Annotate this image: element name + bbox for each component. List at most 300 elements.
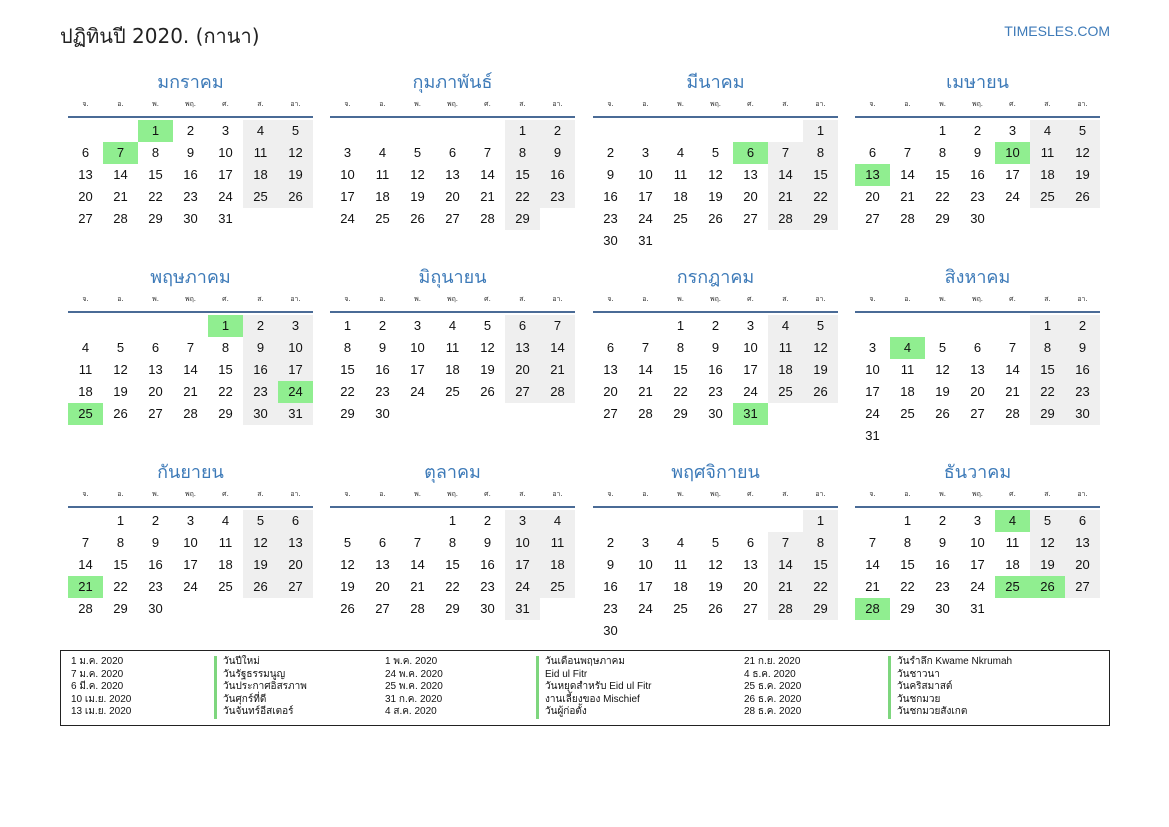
day-cell: 29: [1030, 403, 1065, 425]
day-cell: 16: [375, 362, 390, 377]
weekday-label: อ.: [642, 100, 649, 108]
day-cell: 23: [708, 384, 723, 399]
empty-cell: [663, 120, 698, 142]
day-cell: 5: [711, 145, 720, 160]
day-cell: 20: [278, 554, 313, 576]
weekday-label: จ.: [869, 295, 876, 303]
day-cell: 5: [116, 340, 125, 355]
empty-cell: [365, 510, 400, 532]
day-cell: 17: [410, 362, 425, 377]
day-cell: 3: [746, 318, 755, 333]
weekday-label: อา.: [552, 295, 563, 303]
day-cell: 6: [505, 315, 540, 337]
day-cell: 10: [340, 167, 355, 182]
weekday-label: ส.: [519, 295, 526, 303]
day-cell: 20: [603, 384, 618, 399]
day-grid: [593, 510, 838, 642]
day-cell: 11: [375, 167, 390, 182]
weekday-header: [855, 486, 1100, 508]
day-grid: [330, 315, 575, 425]
day-cell: 15: [803, 554, 838, 576]
day-cell: 8: [903, 535, 912, 550]
day-cell: 21: [865, 579, 880, 594]
holiday-dates-column: [744, 656, 801, 719]
day-cell: 26: [708, 211, 723, 226]
day-cell: 16: [480, 557, 495, 572]
weekday-label: จ.: [607, 100, 614, 108]
day-cell: 6: [868, 145, 877, 160]
day-cell: 16: [243, 359, 278, 381]
holiday-date: 1 ม.ค. 2020: [71, 656, 124, 667]
day-cell: 27: [970, 406, 985, 421]
day-cell: 22: [935, 189, 950, 204]
day-cell: 26: [243, 576, 278, 598]
day-cell: 9: [186, 145, 195, 160]
empty-cell: [663, 510, 698, 532]
day-cell: 12: [480, 340, 495, 355]
day-cell: 12: [243, 532, 278, 554]
weekday-header: [68, 486, 313, 508]
day-grid: [593, 120, 838, 252]
day-cell: 11: [540, 532, 575, 554]
day-grid: [330, 510, 575, 620]
day-cell: 13: [445, 167, 460, 182]
day-cell: 9: [243, 337, 278, 359]
weekday-label: พฤ.: [184, 295, 197, 303]
month-name: เมษายน: [946, 72, 1009, 93]
brand-link[interactable]: TIMESLES.COM: [1004, 23, 1110, 39]
day-cell: 7: [186, 340, 195, 355]
day-cell: 27: [743, 211, 758, 226]
day-cell: 22: [340, 384, 355, 399]
day-grid: [68, 510, 313, 620]
day-cell: 20: [1065, 554, 1100, 576]
day-cell: 10: [505, 532, 540, 554]
day-cell: 26: [410, 211, 425, 226]
day-cell: 22: [505, 186, 540, 208]
holiday-dates-column: [71, 656, 131, 719]
holiday-name: วันชกมวยสังเกต: [897, 706, 968, 718]
empty-cell: [365, 120, 400, 142]
holiday-day-cell: 7: [103, 142, 138, 164]
weekday-label: อา.: [552, 490, 563, 498]
empty-cell: [68, 315, 103, 337]
weekday-header: [593, 291, 838, 313]
day-cell: 28: [410, 601, 425, 616]
weekday-header: [593, 486, 838, 508]
empty-cell: [698, 120, 733, 142]
month-block: [330, 265, 575, 425]
day-cell: 8: [343, 340, 352, 355]
weekday-label: อา.: [1077, 100, 1088, 108]
empty-cell: [733, 120, 768, 142]
day-cell: 4: [448, 318, 457, 333]
day-cell: 14: [1005, 362, 1020, 377]
day-cell: 6: [81, 145, 90, 160]
day-cell: 4: [1030, 120, 1065, 142]
empty-cell: [890, 315, 925, 337]
day-cell: 10: [970, 535, 985, 550]
month-name: มกราคม: [157, 72, 224, 93]
empty-cell: [400, 510, 435, 532]
day-cell: 2: [711, 318, 720, 333]
empty-cell: [470, 120, 505, 142]
day-cell: 14: [113, 167, 128, 182]
day-cell: 30: [183, 211, 198, 226]
day-cell: 29: [218, 406, 233, 421]
weekday-label: จ.: [344, 295, 351, 303]
day-cell: 23: [540, 186, 575, 208]
holiday-date: 21 ก.ย. 2020: [744, 656, 801, 667]
weekday-label: ส.: [1044, 490, 1051, 498]
holiday-name: วันรัฐธรรมนูญ: [223, 668, 286, 680]
day-cell: 19: [1030, 554, 1065, 576]
day-grid: [855, 315, 1100, 447]
day-cell: 13: [603, 362, 618, 377]
weekday-label: จ.: [82, 100, 89, 108]
day-cell: 6: [151, 340, 160, 355]
day-cell: 16: [603, 189, 618, 204]
day-cell: 6: [746, 535, 755, 550]
month-name: ธันวาคม: [943, 462, 1012, 483]
weekday-label: พ.: [939, 295, 946, 303]
day-cell: 16: [708, 362, 723, 377]
day-cell: 2: [186, 123, 195, 138]
day-cell: 10: [183, 535, 198, 550]
weekday-header: [593, 96, 838, 118]
day-grid: [855, 120, 1100, 230]
day-cell: 10: [743, 340, 758, 355]
empty-cell: [628, 315, 663, 337]
weekday-label: พ.: [677, 490, 684, 498]
weekday-label: ส.: [782, 100, 789, 108]
day-cell: 21: [768, 186, 803, 208]
day-cell: 2: [540, 120, 575, 142]
day-cell: 16: [1065, 359, 1100, 381]
day-cell: 12: [278, 142, 313, 164]
month-name: ตุลาคม: [424, 462, 481, 483]
holiday-date: 4 ส.ค. 2020: [385, 706, 437, 718]
month-block: [593, 70, 838, 252]
holiday-day-cell: 1: [208, 315, 243, 337]
day-cell: 29: [803, 208, 838, 230]
day-cell: 19: [410, 189, 425, 204]
day-cell: 3: [343, 145, 352, 160]
day-cell: 22: [900, 579, 915, 594]
day-cell: 7: [868, 535, 877, 550]
weekday-label: อา.: [552, 100, 563, 108]
day-cell: 3: [505, 510, 540, 532]
day-cell: 20: [743, 189, 758, 204]
day-cell: 14: [768, 554, 803, 576]
day-cell: 31: [638, 233, 653, 248]
month-block: [330, 460, 575, 620]
holiday-day-cell: 26: [1030, 576, 1065, 598]
weekday-label: อ.: [379, 490, 386, 498]
day-cell: 19: [278, 164, 313, 186]
day-cell: 20: [78, 189, 93, 204]
day-cell: 24: [340, 211, 355, 226]
day-cell: 8: [116, 535, 125, 550]
day-cell: 13: [743, 167, 758, 182]
empty-cell: [593, 510, 628, 532]
day-cell: 13: [78, 167, 93, 182]
day-grid: [68, 120, 313, 230]
day-cell: 8: [803, 142, 838, 164]
weekday-label: อา.: [290, 295, 301, 303]
day-cell: 30: [243, 403, 278, 425]
day-cell: 1: [938, 123, 947, 138]
day-cell: 9: [540, 142, 575, 164]
day-cell: 22: [445, 579, 460, 594]
weekday-header: [330, 291, 575, 313]
day-cell: 21: [900, 189, 915, 204]
day-cell: 29: [803, 598, 838, 620]
weekday-label: จ.: [82, 295, 89, 303]
weekday-label: ส.: [257, 100, 264, 108]
weekday-header: [855, 291, 1100, 313]
month-block: [68, 70, 313, 230]
day-cell: 18: [445, 362, 460, 377]
weekday-label: ศ.: [484, 100, 491, 108]
day-cell: 24: [505, 576, 540, 598]
day-cell: 8: [803, 532, 838, 554]
day-cell: 22: [113, 579, 128, 594]
day-cell: 16: [970, 167, 985, 182]
day-cell: 20: [375, 579, 390, 594]
day-cell: 9: [151, 535, 160, 550]
weekday-label: อา.: [815, 490, 826, 498]
day-cell: 22: [148, 189, 163, 204]
holiday-day-cell: 21: [68, 576, 103, 598]
day-cell: 4: [221, 513, 230, 528]
weekday-label: อา.: [815, 295, 826, 303]
day-cell: 14: [480, 167, 495, 182]
day-cell: 20: [970, 384, 985, 399]
empty-cell: [68, 120, 103, 142]
day-cell: 23: [480, 579, 495, 594]
day-cell: 19: [113, 384, 128, 399]
holiday-name: วันเดือนพฤษภาคม: [545, 656, 625, 667]
weekday-label: ส.: [257, 295, 264, 303]
day-cell: 4: [768, 315, 803, 337]
day-cell: 23: [970, 189, 985, 204]
day-cell: 26: [480, 384, 495, 399]
weekday-label: ศ.: [484, 490, 491, 498]
empty-cell: [103, 315, 138, 337]
day-cell: 24: [970, 579, 985, 594]
month-name: มีนาคม: [686, 72, 745, 93]
day-cell: 27: [78, 211, 93, 226]
day-cell: 6: [378, 535, 387, 550]
day-cell: 17: [638, 189, 653, 204]
weekday-header: [68, 291, 313, 313]
day-cell: 22: [803, 186, 838, 208]
day-cell: 21: [183, 384, 198, 399]
day-cell: 25: [1030, 186, 1065, 208]
month-block: [593, 265, 838, 425]
day-cell: 7: [903, 145, 912, 160]
day-cell: 9: [606, 557, 615, 572]
weekday-label: พฤ.: [446, 490, 459, 498]
holiday-names-column: [536, 656, 651, 719]
day-cell: 25: [768, 381, 803, 403]
weekday-label: ศ.: [747, 100, 754, 108]
weekday-label: อา.: [815, 100, 826, 108]
weekday-label: อา.: [290, 100, 301, 108]
day-cell: 19: [480, 362, 495, 377]
day-cell: 12: [708, 167, 723, 182]
day-cell: 8: [151, 145, 160, 160]
day-cell: 4: [676, 145, 685, 160]
holiday-name: วันชาวนา: [897, 668, 940, 680]
month-name: สิงหาคม: [944, 267, 1011, 288]
holiday-day-cell: 6: [733, 142, 768, 164]
day-cell: 15: [340, 362, 355, 377]
day-grid: [593, 315, 838, 425]
day-cell: 22: [218, 384, 233, 399]
month-block: [593, 460, 838, 642]
day-cell: 25: [540, 576, 575, 598]
weekday-label: จ.: [344, 100, 351, 108]
empty-cell: [435, 120, 470, 142]
holiday-name: งานเลี้ยงของ Mischief: [545, 693, 640, 705]
empty-cell: [925, 315, 960, 337]
day-cell: 4: [243, 120, 278, 142]
day-cell: 23: [243, 381, 278, 403]
day-cell: 17: [1005, 167, 1020, 182]
day-cell: 13: [278, 532, 313, 554]
day-cell: 18: [540, 554, 575, 576]
day-cell: 29: [148, 211, 163, 226]
day-cell: 15: [803, 164, 838, 186]
day-cell: 19: [708, 579, 723, 594]
holiday-name: วันผู้ก่อตั้ง: [545, 706, 587, 718]
day-cell: 3: [1008, 123, 1017, 138]
day-cell: 5: [803, 315, 838, 337]
day-cell: 31: [865, 428, 880, 443]
day-cell: 16: [540, 164, 575, 186]
weekday-label: อ.: [642, 295, 649, 303]
day-cell: 27: [743, 601, 758, 616]
weekday-label: พ.: [152, 490, 159, 498]
weekday-label: จ.: [607, 295, 614, 303]
weekday-label: อ.: [117, 490, 124, 498]
day-cell: 17: [743, 362, 758, 377]
weekday-label: ส.: [1044, 295, 1051, 303]
weekday-label: พฤ.: [709, 100, 722, 108]
day-cell: 11: [768, 337, 803, 359]
day-cell: 29: [340, 406, 355, 421]
day-cell: 13: [505, 337, 540, 359]
day-cell: 9: [378, 340, 387, 355]
day-cell: 6: [606, 340, 615, 355]
weekday-label: อ.: [117, 100, 124, 108]
holiday-names-column: [888, 656, 1012, 719]
day-cell: 28: [540, 381, 575, 403]
day-cell: 28: [480, 211, 495, 226]
day-cell: 17: [638, 579, 653, 594]
weekday-label: พ.: [677, 100, 684, 108]
day-cell: 25: [900, 406, 915, 421]
day-cell: 9: [606, 167, 615, 182]
holiday-date: 1 พ.ค. 2020: [385, 656, 438, 667]
day-cell: 9: [1065, 337, 1100, 359]
day-grid: [330, 120, 575, 230]
day-cell: 4: [378, 145, 387, 160]
day-cell: 28: [113, 211, 128, 226]
empty-cell: [400, 120, 435, 142]
day-cell: 26: [803, 381, 838, 403]
day-cell: 14: [638, 362, 653, 377]
weekday-label: ส.: [782, 490, 789, 498]
day-cell: 20: [505, 359, 540, 381]
day-cell: 27: [375, 601, 390, 616]
empty-cell: [855, 315, 890, 337]
holiday-list: [60, 650, 1110, 726]
day-cell: 12: [1065, 142, 1100, 164]
day-cell: 21: [1005, 384, 1020, 399]
day-cell: 6: [1065, 510, 1100, 532]
month-name: พฤษภาคม: [150, 267, 231, 288]
weekday-label: อ.: [117, 295, 124, 303]
holiday-day-cell: 24: [278, 381, 313, 403]
day-cell: 2: [151, 513, 160, 528]
day-cell: 14: [768, 164, 803, 186]
day-cell: 1: [803, 120, 838, 142]
weekday-label: ศ.: [1009, 100, 1016, 108]
weekday-label: พ.: [939, 490, 946, 498]
day-cell: 2: [483, 513, 492, 528]
day-cell: 3: [641, 145, 650, 160]
day-cell: 6: [448, 145, 457, 160]
weekday-label: พ.: [152, 100, 159, 108]
day-cell: 18: [900, 384, 915, 399]
day-cell: 16: [935, 557, 950, 572]
day-cell: 10: [410, 340, 425, 355]
day-cell: 11: [673, 167, 688, 182]
day-cell: 23: [603, 211, 618, 226]
weekday-label: ศ.: [222, 490, 229, 498]
day-cell: 26: [935, 406, 950, 421]
day-cell: 2: [973, 123, 982, 138]
day-cell: 29: [673, 406, 688, 421]
day-cell: 14: [540, 337, 575, 359]
month-block: [68, 460, 313, 620]
day-cell: 15: [1030, 359, 1065, 381]
holiday-name: วันศุกร์ที่ดี: [223, 693, 267, 705]
day-cell: 18: [243, 164, 278, 186]
empty-cell: [768, 120, 803, 142]
day-cell: 3: [221, 123, 230, 138]
month-name: กรกฎาคม: [676, 267, 755, 288]
day-cell: 12: [113, 362, 128, 377]
day-cell: 27: [505, 381, 540, 403]
day-cell: 1: [676, 318, 685, 333]
weekday-label: พฤ.: [709, 295, 722, 303]
day-cell: 31: [505, 598, 540, 620]
holiday-day-cell: 10: [995, 142, 1030, 164]
day-cell: 25: [445, 384, 460, 399]
day-cell: 6: [278, 510, 313, 532]
day-cell: 12: [935, 362, 950, 377]
day-cell: 26: [113, 406, 128, 421]
weekday-label: พฤ.: [446, 295, 459, 303]
day-cell: 27: [445, 211, 460, 226]
holiday-date: 10 เม.ย. 2020: [71, 693, 132, 705]
weekday-label: พฤ.: [971, 490, 984, 498]
day-cell: 31: [278, 403, 313, 425]
